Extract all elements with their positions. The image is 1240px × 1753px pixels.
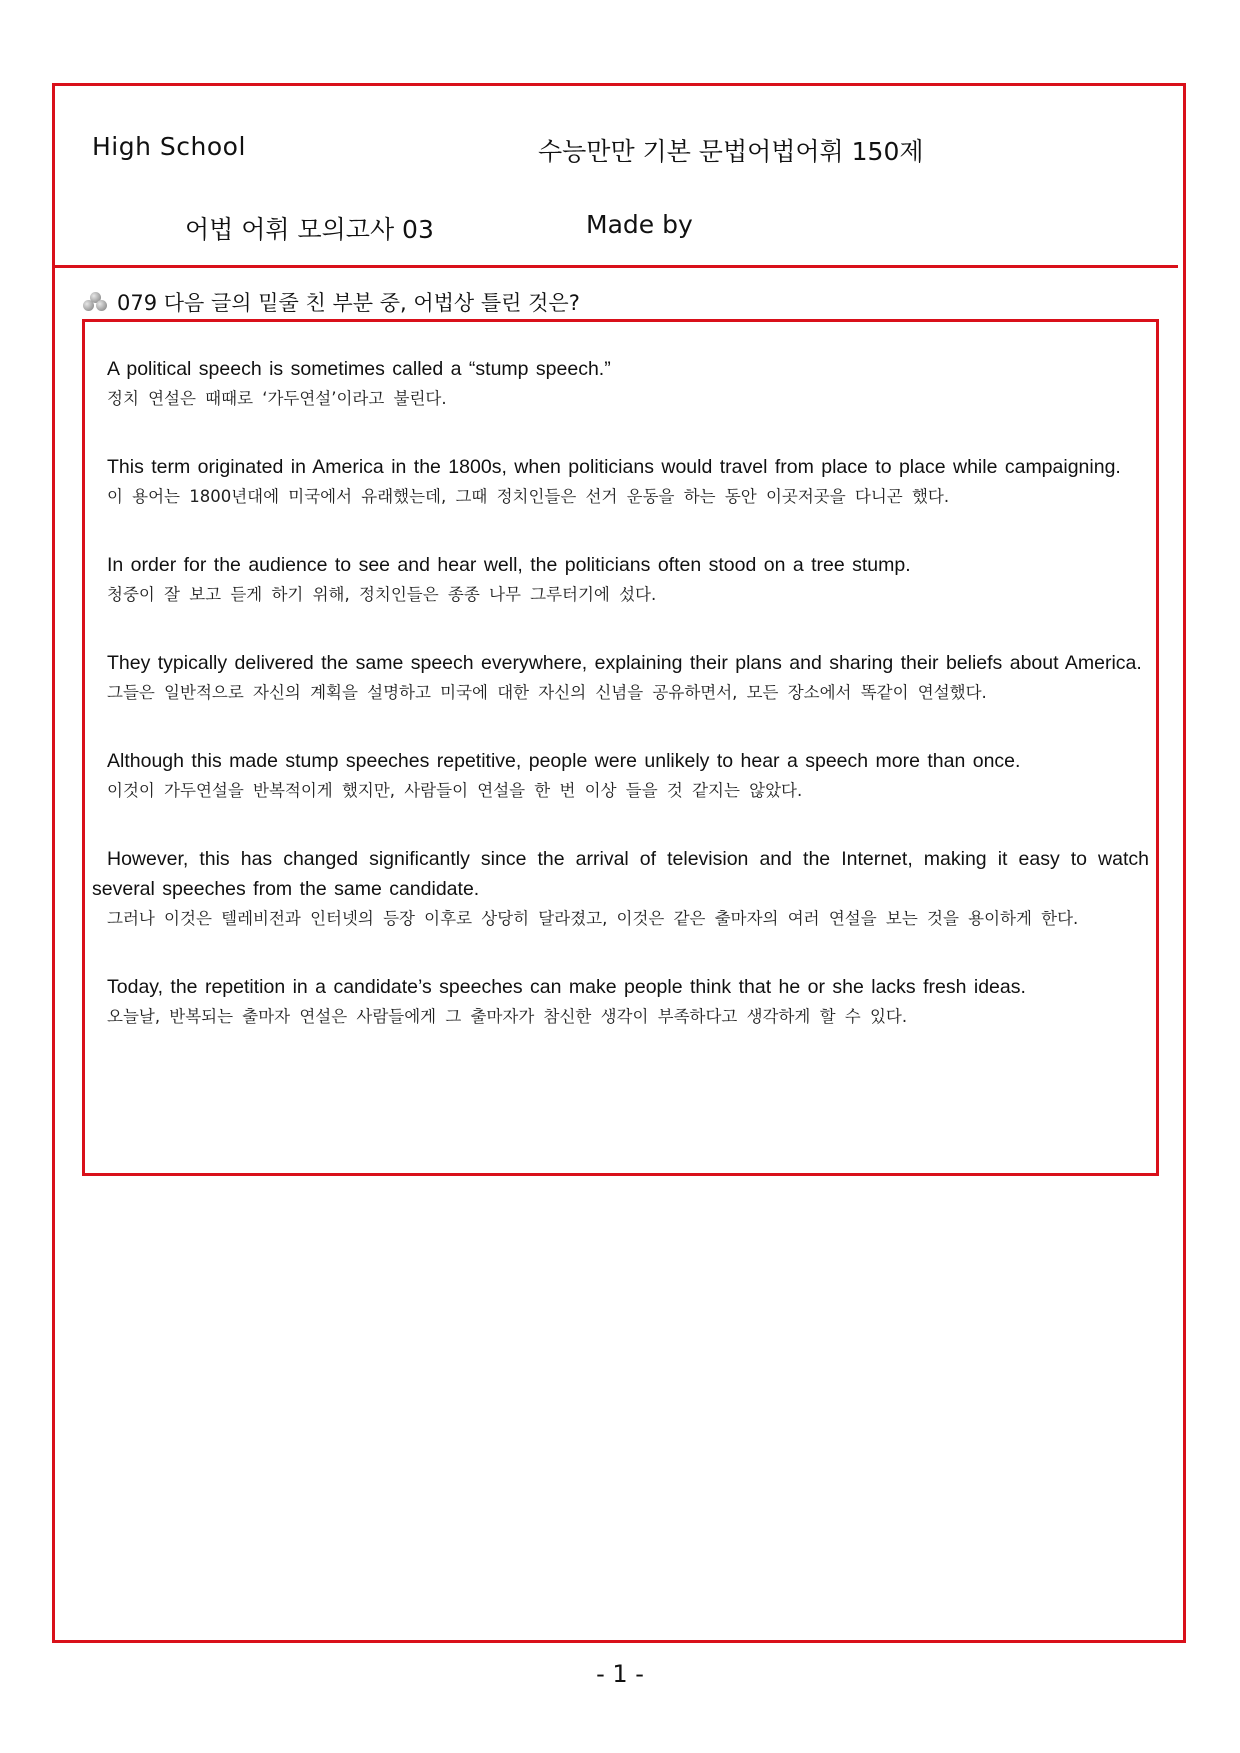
english-sentence: Although this made stump speeches repetitive, people were unlikely to hear a speech more than once. [107,750,1021,772]
korean-translation: 이 용어는 1800년대에 미국에서 유래했는데, 그때 정치인들은 선거 운동을 하는 동안 이곳저곳을 다니곤 했다. [107,487,950,506]
cluster-icon [83,291,109,313]
korean-translation: 오늘날, 반복되는 출마자 연설은 사람들에게 그 출마자가 참신한 생각이 부족하다고 생각하게 할 수 있다. [107,1007,908,1026]
english-sentence: A political speech is sometimes called a “stump speech.” [107,358,611,380]
english-sentence: They typically delivered the same speech everywhere, explaining their plans and sharing their beliefs about America. [107,652,1142,674]
sentence-pair [92,354,1149,414]
sentence-pair [92,452,1149,512]
school-level: High School [92,132,246,161]
sentence-pair [92,746,1149,806]
header-divider [52,265,1178,268]
passage [92,354,1149,1070]
sentence-pair [92,972,1149,1032]
english-sentence: However, this has changed significantly since the arrival of television and the Internet, making it easy to watch several speeches from the same candidate. [92,848,1149,900]
question-prompt [83,287,580,317]
korean-translation: 그들은 일반적으로 자신의 계획을 설명하고 미국에 대한 자신의 신념을 공유하면서, 모든 장소에서 똑같이 연설했다. [107,683,987,702]
made-by: Made by [586,210,693,239]
sentence-pair [92,844,1149,934]
english-sentence: Today, the repetition in a candidate’s speeches can make people think that he or she lacks fresh ideas. [107,976,1026,998]
korean-translation: 청중이 잘 보고 듣게 하기 위해, 정치인들은 종종 나무 그루터기에 섰다. [107,585,657,604]
korean-translation: 정치 연설은 때때로 ‘가두연설’이라고 불린다. [107,389,447,408]
sentence-pair [92,648,1149,708]
english-sentence: In order for the audience to see and hear well, the politicians often stood on a tree stump. [107,554,911,576]
question-text: 079 다음 글의 밑줄 친 부분 중, 어법상 틀린 것은? [117,291,580,315]
page-number: - 1 - [596,1660,644,1688]
korean-translation: 그러나 이것은 텔레비전과 인터넷의 등장 이후로 상당히 달라졌고, 이것은 같은 출마자의 여러 연설을 보는 것을 용이하게 한다. [107,909,1079,928]
sentence-pair [92,550,1149,610]
book-title: 수능만만 기본 문법어법어휘 150제 [538,137,924,166]
korean-translation: 이것이 가두연설을 반복적이게 했지만, 사람들이 연설을 한 번 이상 들을 것 같지는 않았다. [107,781,803,800]
test-subtitle: 어법 어휘 모의고사 03 [185,215,434,244]
english-sentence: This term originated in America in the 1800s, when politicians would travel from place to place while campaigning. [107,456,1121,478]
